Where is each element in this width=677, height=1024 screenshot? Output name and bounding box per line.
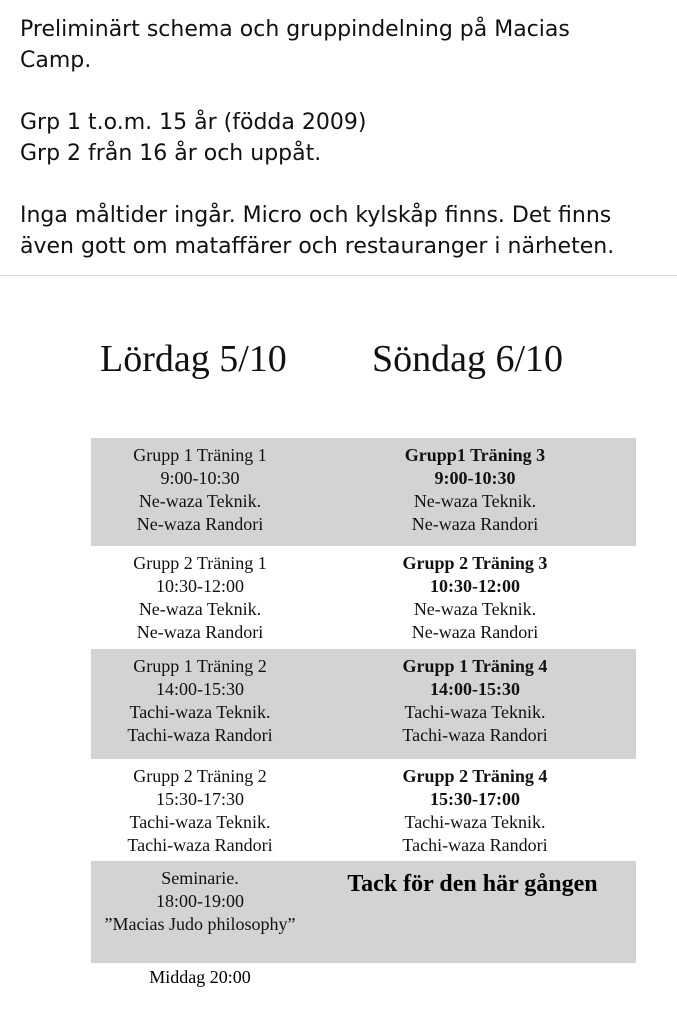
group-1-info: Grp 1 t.o.m. 15 år (födda 2009) bbox=[20, 110, 367, 135]
post-line: Camp. bbox=[20, 48, 92, 73]
sunday-session: Grupp 2 Träning 4 15:30-17:00 Tachi-waza Teknik. Tachi-waza Randori bbox=[402, 766, 548, 855]
meal-info: även gott om mataffärer och restauranger i närheten. bbox=[20, 234, 615, 259]
sunday-title: Söndag 6/10 bbox=[372, 338, 564, 380]
schedule-row bbox=[91, 759, 636, 861]
post-line: Preliminärt schema och gruppindelning på Macias bbox=[20, 17, 570, 42]
saturday-title: Lördag 5/10 bbox=[100, 338, 287, 380]
meal-info: Inga måltider ingår. Micro och kylskåp finns. Det finns bbox=[20, 203, 612, 228]
sunday-session: Grupp 2 Träning 3 10:30-12:00 Ne-waza Teknik. Ne-waza Randori bbox=[402, 553, 548, 642]
post-text bbox=[20, 14, 660, 262]
sunday-session: Grupp 1 Träning 4 14:00-15:30 Tachi-waza Teknik. Tachi-waza Randori bbox=[402, 656, 548, 745]
seminar-session: Seminarie. 18:00-19:00 ”Macias Judo philosophy” bbox=[104, 868, 296, 934]
sunday-session: Grupp1 Träning 3 9:00-10:30 Ne-waza Teknik. Ne-waza Randori bbox=[404, 445, 546, 534]
schedule-row bbox=[91, 649, 636, 759]
seminar-row bbox=[91, 861, 636, 963]
saturday-session: Grupp 2 Träning 1 10:30-12:00 Ne-waza Teknik. Ne-waza Randori bbox=[133, 553, 267, 642]
group-2-info: Grp 2 från 16 år och uppåt. bbox=[20, 141, 322, 166]
schedule-row bbox=[91, 546, 636, 649]
saturday-session: Grupp 1 Träning 2 14:00-15:30 Tachi-waza Teknik. Tachi-waza Randori bbox=[127, 656, 273, 745]
dinner-time: Middag 20:00 bbox=[149, 967, 251, 987]
schedule-row bbox=[91, 438, 636, 546]
thanks-text: Tack för den här gången bbox=[347, 871, 598, 897]
schedule-image[interactable] bbox=[0, 276, 677, 1024]
saturday-session: Grupp 2 Träning 2 15:30-17:30 Tachi-waza Teknik. Tachi-waza Randori bbox=[127, 766, 273, 855]
saturday-session: Grupp 1 Träning 1 9:00-10:30 Ne-waza Teknik. Ne-waza Randori bbox=[133, 445, 267, 534]
